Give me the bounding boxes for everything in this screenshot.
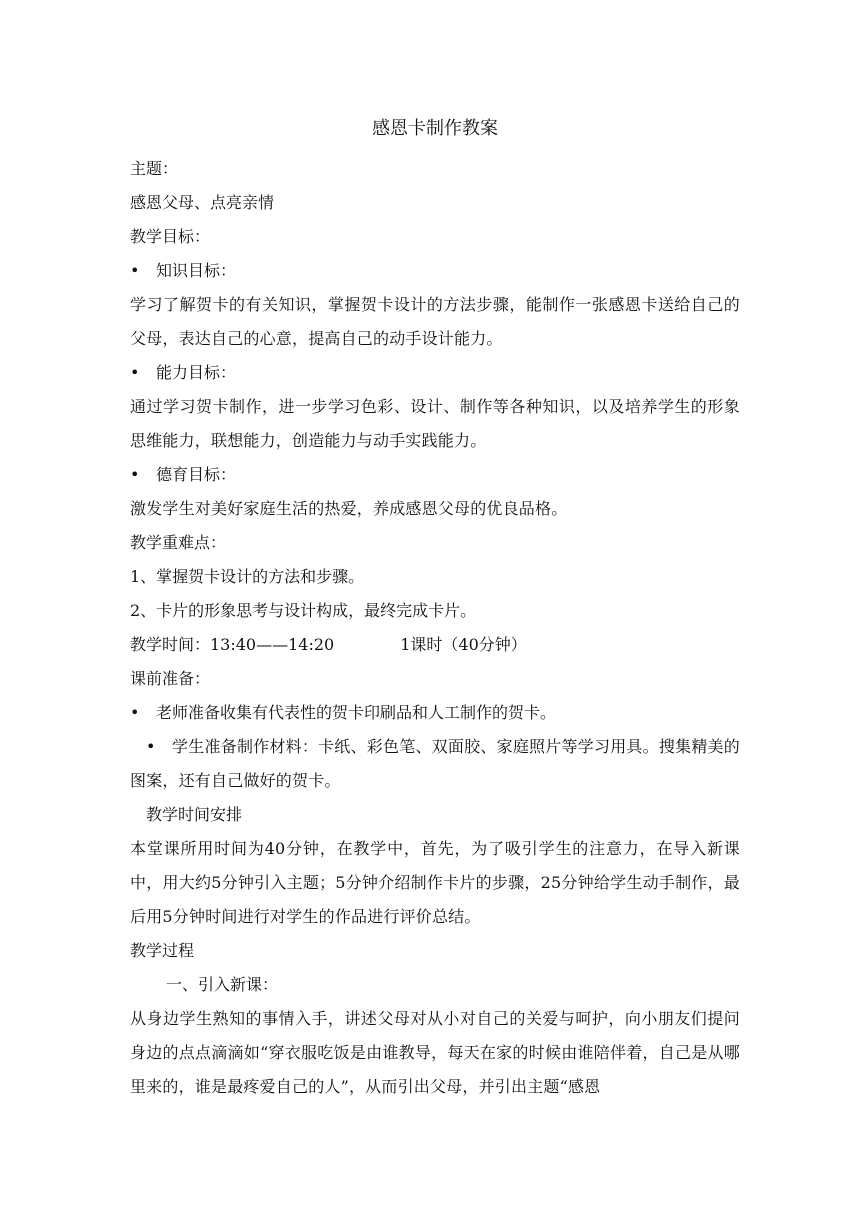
ability-goal-label: 能力目标： — [156, 363, 237, 382]
intro-text: 从身边学生熟知的事情入手，讲述父母对从小对自己的关爱与呵护，向小朋友们提问身边的点点滴滴如“穿衣服吃饭是由谁教导，每天在家的时候由谁陪伴着，自己是从哪里来的，谁是最疼爱自己的人”，从而引出父母，并引出主题“感恩 — [130, 1009, 740, 1096]
prep-teacher-text: 老师准备收集有代表性的贺卡印刷品和人工制作的贺卡。 — [156, 703, 557, 722]
ability-goal-item — [130, 356, 740, 390]
schedule-label: 教学时间安排 — [146, 805, 243, 824]
prep-student-item — [130, 730, 740, 798]
moral-goal-label: 德育目标： — [156, 465, 237, 484]
theme-label: 主题： — [130, 159, 179, 178]
knowledge-goal-text: 学习了解贺卡的有关知识，掌握贺卡设计的方法步骤，能制作一张感恩卡送给自己的父母，表达自己的心意，提高自己的动手设计能力。 — [130, 295, 740, 348]
keypoint-1: 1、掌握贺卡设计的方法和步骤。 — [130, 567, 365, 586]
prep-student-text: 学生准备制作材料：卡纸、彩色笔、双面胶、家庭照片等学习用具。搜集精美的图案，还有自己做好的贺卡。 — [130, 737, 740, 790]
moral-goal-item — [130, 458, 740, 492]
knowledge-goal-item — [130, 254, 740, 288]
prep-teacher-item — [130, 696, 740, 730]
keypoint-2: 2、卡片的形象思考与设计构成，最终完成卡片。 — [130, 601, 477, 620]
teaching-time-text: 教学时间：13:40——14:20 — [130, 635, 335, 654]
process-label: 教学过程 — [130, 941, 195, 960]
moral-goal-text: 激发学生对美好家庭生活的热爱，养成感恩父母的优良品格。 — [130, 499, 568, 518]
duration-text: 1课时（40分钟） — [400, 635, 527, 654]
prep-label: 课前准备： — [130, 669, 211, 688]
intro-label: 一、引入新课： — [166, 975, 279, 994]
teaching-time-line — [130, 628, 740, 662]
bullet-icon: • — [130, 703, 140, 722]
bullet-icon: • — [130, 465, 140, 484]
document-body — [130, 112, 740, 1104]
ability-goal-text: 通过学习贺卡制作，进一步学习色彩、设计、制作等各种知识，以及培养学生的形象思维能力，联想能力，创造能力与动手实践能力。 — [130, 397, 740, 450]
goals-label: 教学目标： — [130, 227, 211, 246]
bullet-icon: • — [130, 363, 140, 382]
keypoints-label: 教学重难点： — [130, 533, 227, 552]
document-title: 感恩卡制作教案 — [372, 118, 498, 139]
theme-text: 感恩父母、点亮亲情 — [130, 193, 275, 212]
knowledge-goal-label: 知识目标： — [156, 261, 237, 280]
bullet-icon: • — [146, 737, 156, 756]
bullet-icon: • — [130, 261, 140, 280]
schedule-text: 本堂课所用时间为40分钟，在教学中，首先，为了吸引学生的注意力，在导入新课中，用大约5分钟引入主题；5分钟介绍制作卡片的步骤，25分钟给学生动手制作，最后用5分钟时间进行对学生的作品进行评价总结。 — [130, 839, 740, 926]
